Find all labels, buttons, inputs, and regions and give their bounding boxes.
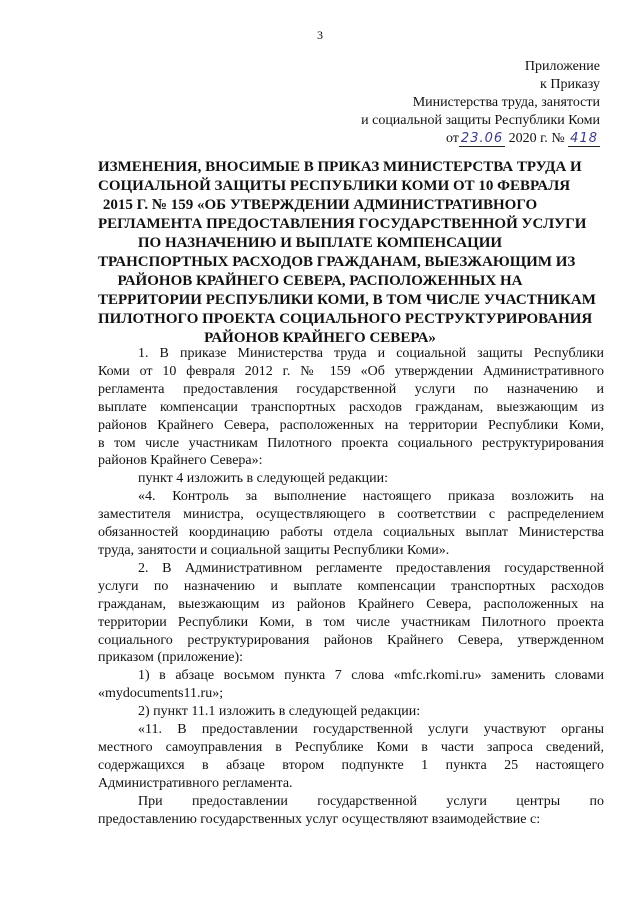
document-title xyxy=(98,158,596,348)
body-line: услуги по назначению и выплате компенсации транспортных расходов xyxy=(98,578,604,594)
body-line: «4. Контроль за выполнение настоящего приказа возложить на xyxy=(138,489,604,505)
body-line: 2. В Административном регламенте предоставления государственной xyxy=(138,560,604,576)
body-line: обязанностей координацию работы отдела социальных выплат Министерства xyxy=(98,525,604,541)
body-line: При предоставлении государственной услуги центры по xyxy=(138,793,604,809)
body-line: содержащихся в абзаце втором подпункте 1 пункта 25 настоящего xyxy=(98,757,604,773)
title-line: ИЗМЕНЕНИЯ, ВНОСИМЫЕ В ПРИКАЗ МИНИСТЕРСТВА ТРУДА И xyxy=(98,159,582,175)
body-line: «11. В предоставлении государственной услуги участвуют органы xyxy=(138,722,604,738)
body-line: районов Крайнего Севера, расположенных на территории Республики Коми, xyxy=(98,417,604,433)
body-line: «mydocuments11.ru»; xyxy=(98,686,224,702)
body-line: выплате компенсации транспортных расходов гражданам, выезжающим из xyxy=(98,399,604,415)
title-line: РАЙОНОВ КРАЙНЕГО СЕВЕРА» xyxy=(204,330,436,346)
title-line: РАЙОНОВ КРАЙНЕГО СЕВЕРА, РАСПОЛОЖЕННЫХ НА xyxy=(117,273,523,289)
title-line: 2015 Г. № 159 «ОБ УТВЕРЖДЕНИИ АДМИНИСТРАТИВНОГО xyxy=(102,197,538,213)
appendix-line: Приложение xyxy=(524,59,600,74)
appendix-date-line xyxy=(280,130,600,148)
body-line: пункт 4 изложить в следующей редакции: xyxy=(138,471,388,487)
body-line: территории Республики Коми, в том числе участникам Пилотного проекта xyxy=(98,614,604,630)
body-line: 2) пункт 11.1 изложить в следующей редакции: xyxy=(138,704,421,720)
body-line: Коми от 10 февраля 2012 г. № 159 «Об утверждении Административного xyxy=(98,363,604,379)
handwritten-number: 418 xyxy=(570,131,598,146)
appendix-line: к Приказу xyxy=(540,77,600,92)
title-line: ПО НАЗНАЧЕНИЮ И ВЫПЛАТЕ КОМПЕНСАЦИИ xyxy=(137,235,503,251)
document-body xyxy=(98,345,604,828)
page-number: 3 xyxy=(317,28,323,42)
body-line: регламента предоставления государственной услуги по назначению и xyxy=(98,381,604,397)
date-prefix: от xyxy=(445,131,459,146)
handwritten-date: 23.06 xyxy=(460,131,504,146)
title-line: ПИЛОТНОГО ПРОЕКТА СОЦИАЛЬНОГО РЕСТРУКТУРИРОВАНИЯ xyxy=(98,311,593,327)
body-line: в том числе участникам Пилотного проекта социального реструктурирования xyxy=(98,435,604,451)
appendix-header xyxy=(280,58,600,148)
title-line: ТРАНСПОРТНЫХ РАСХОДОВ ГРАЖДАНАМ, ВЫЕЗЖАЮЩИМ ИЗ xyxy=(98,254,576,270)
body-line: районов Крайнего Севера»: xyxy=(98,453,263,469)
body-line: заместителя министра, осуществляющего в соответствии с распределением xyxy=(98,507,604,523)
title-line: ТЕРРИТОРИИ РЕСПУБЛИКИ КОМИ, В ТОМ ЧИСЛЕ УЧАСТНИКАМ xyxy=(98,292,596,308)
appendix-line: Министерства труда, занятости xyxy=(412,95,600,110)
title-line: СОЦИАЛЬНОЙ ЗАЩИТЫ РЕСПУБЛИКИ КОМИ ОТ 10 ФЕВРАЛЯ xyxy=(98,178,571,194)
appendix-line: и социальной защиты Республики Коми xyxy=(361,113,600,128)
title-line: РЕГЛАМЕНТА ПРЕДОСТАВЛЕНИЯ ГОСУДАРСТВЕННОЙ УСЛУГИ xyxy=(98,216,587,232)
body-line: предоставлению государственных услуг осуществляют взаимодействие с: xyxy=(98,811,541,827)
body-line: гражданам, выезжающим из районов Крайнего Севера, расположенных на xyxy=(98,596,604,612)
body-line: социального реструктурирования районов Крайнего Севера, утвержденном xyxy=(98,632,604,648)
body-line: местного самоуправления в Республике Коми в части запроса сведений, xyxy=(98,739,604,755)
body-line: приказом (приложение): xyxy=(98,650,244,666)
body-line: Административного регламента. xyxy=(98,775,293,791)
number-prefix: № xyxy=(551,131,565,146)
body-line: труда, занятости и социальной защиты Республики Коми». xyxy=(98,542,450,558)
date-year: 2020 г. xyxy=(508,131,548,146)
body-line: 1. В приказе Министерства труда и социальной защиты Республики xyxy=(138,346,604,361)
body-line: 1) в абзаце восьмом пункта 7 слова «mfc.rkomi.ru» заменить словами xyxy=(138,668,604,684)
